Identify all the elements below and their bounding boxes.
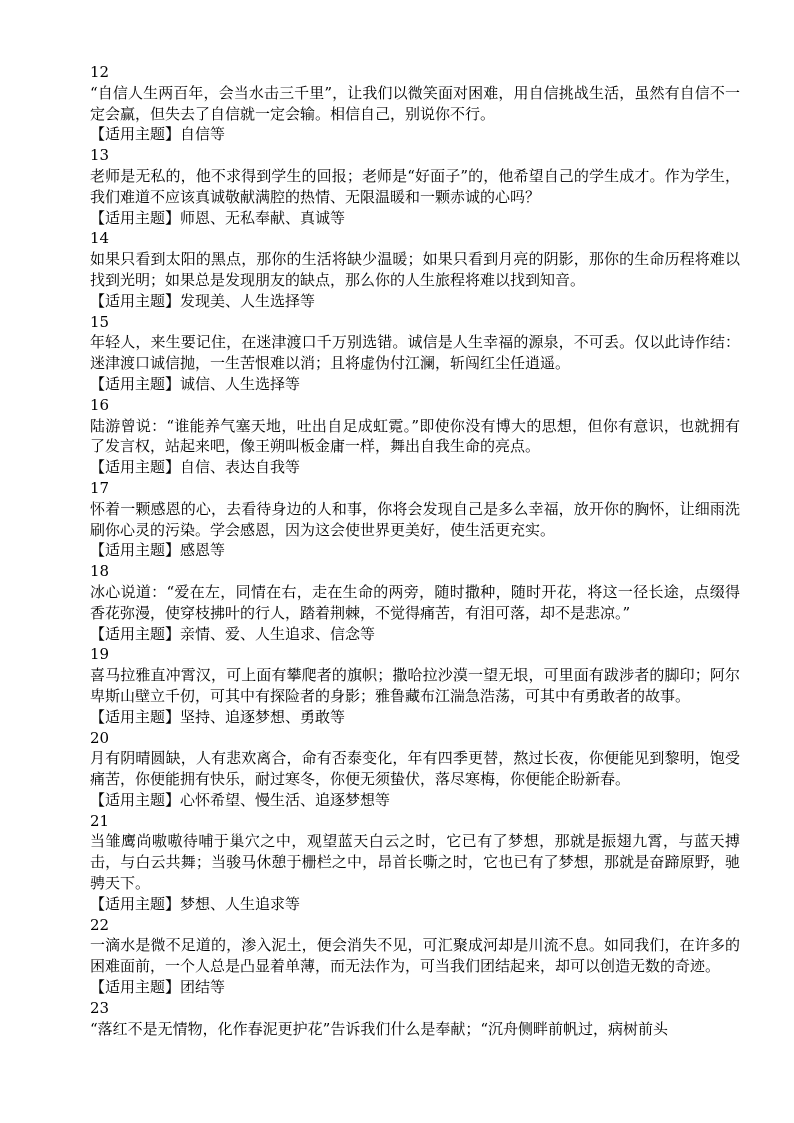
entry-number: 12 [90, 63, 110, 81]
entry-22 [90, 915, 740, 998]
entry-theme: 【适用主题】自信等 [90, 125, 226, 144]
entry-number: 16 [90, 395, 110, 414]
entry-text: 年轻人，来生要记住，在迷津渡口千万别选错。诚信是人生幸福的源泉，不可丢。仅以此诗作结：迷津渡口诚信抛，一生苦恨难以消；且将虚伪付江澜，斩闯红尘任逍遥。 [90, 333, 740, 373]
entry-text: 月有阴晴圆缺，人有悲欢离合，命有否泰变化，年有四季更替，熬过长夜，你便能见到黎明，饱受痛苦，你便能拥有快乐，耐过寒冬，你便无须蛰伏，落尽寒梅，你便能企盼新春。 [90, 749, 740, 789]
entry-theme: 【适用主题】梦想、人生追求等 [90, 894, 301, 913]
entry-number: 13 [90, 146, 110, 165]
entry-13 [90, 145, 740, 228]
entry-number: 22 [90, 915, 110, 934]
entry-number: 23 [90, 998, 110, 1017]
entry-20 [90, 728, 740, 811]
entry-21 [90, 811, 740, 915]
entry-number: 20 [90, 728, 110, 747]
entry-number: 14 [90, 229, 110, 248]
entry-text: 当雏鹰尚嗷嗷待哺于巢穴之中，观望蓝天白云之时，它已有了梦想，那就是振翅九霄，与蓝天搏击，与白云共舞；当骏马休憩于栅栏之中，昂首长嘶之时，它也已有了梦想，那就是奋蹄原野，驰骋天下。 [90, 832, 740, 893]
entry-12 [90, 62, 740, 145]
document-page [90, 62, 740, 1039]
entry-15 [90, 312, 740, 395]
entry-number: 17 [90, 478, 110, 497]
entry-16 [90, 395, 740, 478]
entry-number: 18 [90, 562, 110, 581]
entry-theme: 【适用主题】亲情、爱、人生追求、信念等 [90, 624, 376, 643]
entry-theme: 【适用主题】心怀希望、慢生活、追逐梦想等 [90, 790, 391, 809]
entry-theme: 【适用主题】自信、表达自我等 [90, 458, 301, 477]
entry-19 [90, 644, 740, 727]
entry-theme: 【适用主题】感恩等 [90, 541, 226, 560]
entry-theme: 【适用主题】团结等 [90, 978, 226, 997]
entry-text: 如果只看到太阳的黑点，那你的生活将缺少温暖；如果只看到月亮的阴影，那你的生命历程将难以找到光明；如果总是发现朋友的缺点，那么你的人生旅程将难以找到知音。 [90, 250, 740, 289]
entry-theme: 【适用主题】发现美、人生选择等 [90, 291, 316, 310]
entry-number: 21 [90, 811, 110, 830]
entry-text: 冰心说道：“爱在左，同情在右，走在生命的两旁，随时撒种，随时开花，将这一径长途，点缀得香花弥漫，使穿枝拂叶的行人，踏着荆棘，不觉得痛苦，有泪可落，却不是悲凉。” [90, 582, 740, 622]
entry-text: “自信人生两百年，会当水击三千里”，让我们以微笑面对困难，用自信挑战生活，虽然有自信不一定会赢，但失去了自信就一定会输。相信自己，别说你不行。 [90, 83, 740, 123]
entry-text: 喜马拉雅直冲霄汉，可上面有攀爬者的旗帜；撒哈拉沙漠一望无垠，可里面有跋涉者的脚印；阿尔卑斯山壁立千仞，可其中有探险者的身影；雅鲁藏布江湍急浩荡，可其中有勇敢者的故事。 [90, 666, 740, 705]
entry-18 [90, 561, 740, 644]
entry-text: 陆游曾说：“谁能养气塞天地，吐出自足成虹霓。”即使你没有博大的思想，但你有意识，也就拥有了发言权，站起来吧，像王朔叫板金庸一样，舞出自我生命的亮点。 [90, 416, 740, 456]
entry-number: 19 [90, 645, 110, 664]
entry-17 [90, 478, 740, 561]
entry-theme: 【适用主题】坚持、追逐梦想、勇敢等 [90, 707, 346, 726]
entry-theme: 【适用主题】诚信、人生选择等 [90, 374, 301, 393]
entry-text: 一滴水是微不足道的，渗入泥土，便会消失不见，可汇聚成河却是川流不息。如同我们，在许多的困难面前，一个人总是凸显着单薄，而无法作为，可当我们团结起来，却可以创造无数的奇迹。 [90, 936, 740, 976]
entry-text: 老师是无私的，他不求得到学生的回报；老师是“好面子”的，他希望自己的学生成才。作为学生，我们难道不应该真诚敬献满腔的热情、无限温暖和一颗赤诚的心吗？ [90, 166, 740, 206]
entry-23 [90, 998, 740, 1040]
entry-text: 怀着一颗感恩的心，去看待身边的人和事，你将会发现自己是多么幸福，放开你的胸怀，让细雨洗刷你心灵的污染。学会感恩，因为这会使世界更美好，使生活更充实。 [90, 499, 740, 539]
entry-14 [90, 228, 740, 311]
entry-text: “落红不是无情物，化作春泥更护花”告诉我们什么是奉献；“沉舟侧畔前帆过，病树前头 [90, 1019, 669, 1038]
entry-number: 15 [90, 312, 110, 331]
entry-theme: 【适用主题】师恩、无私奉献、真诚等 [90, 208, 346, 227]
